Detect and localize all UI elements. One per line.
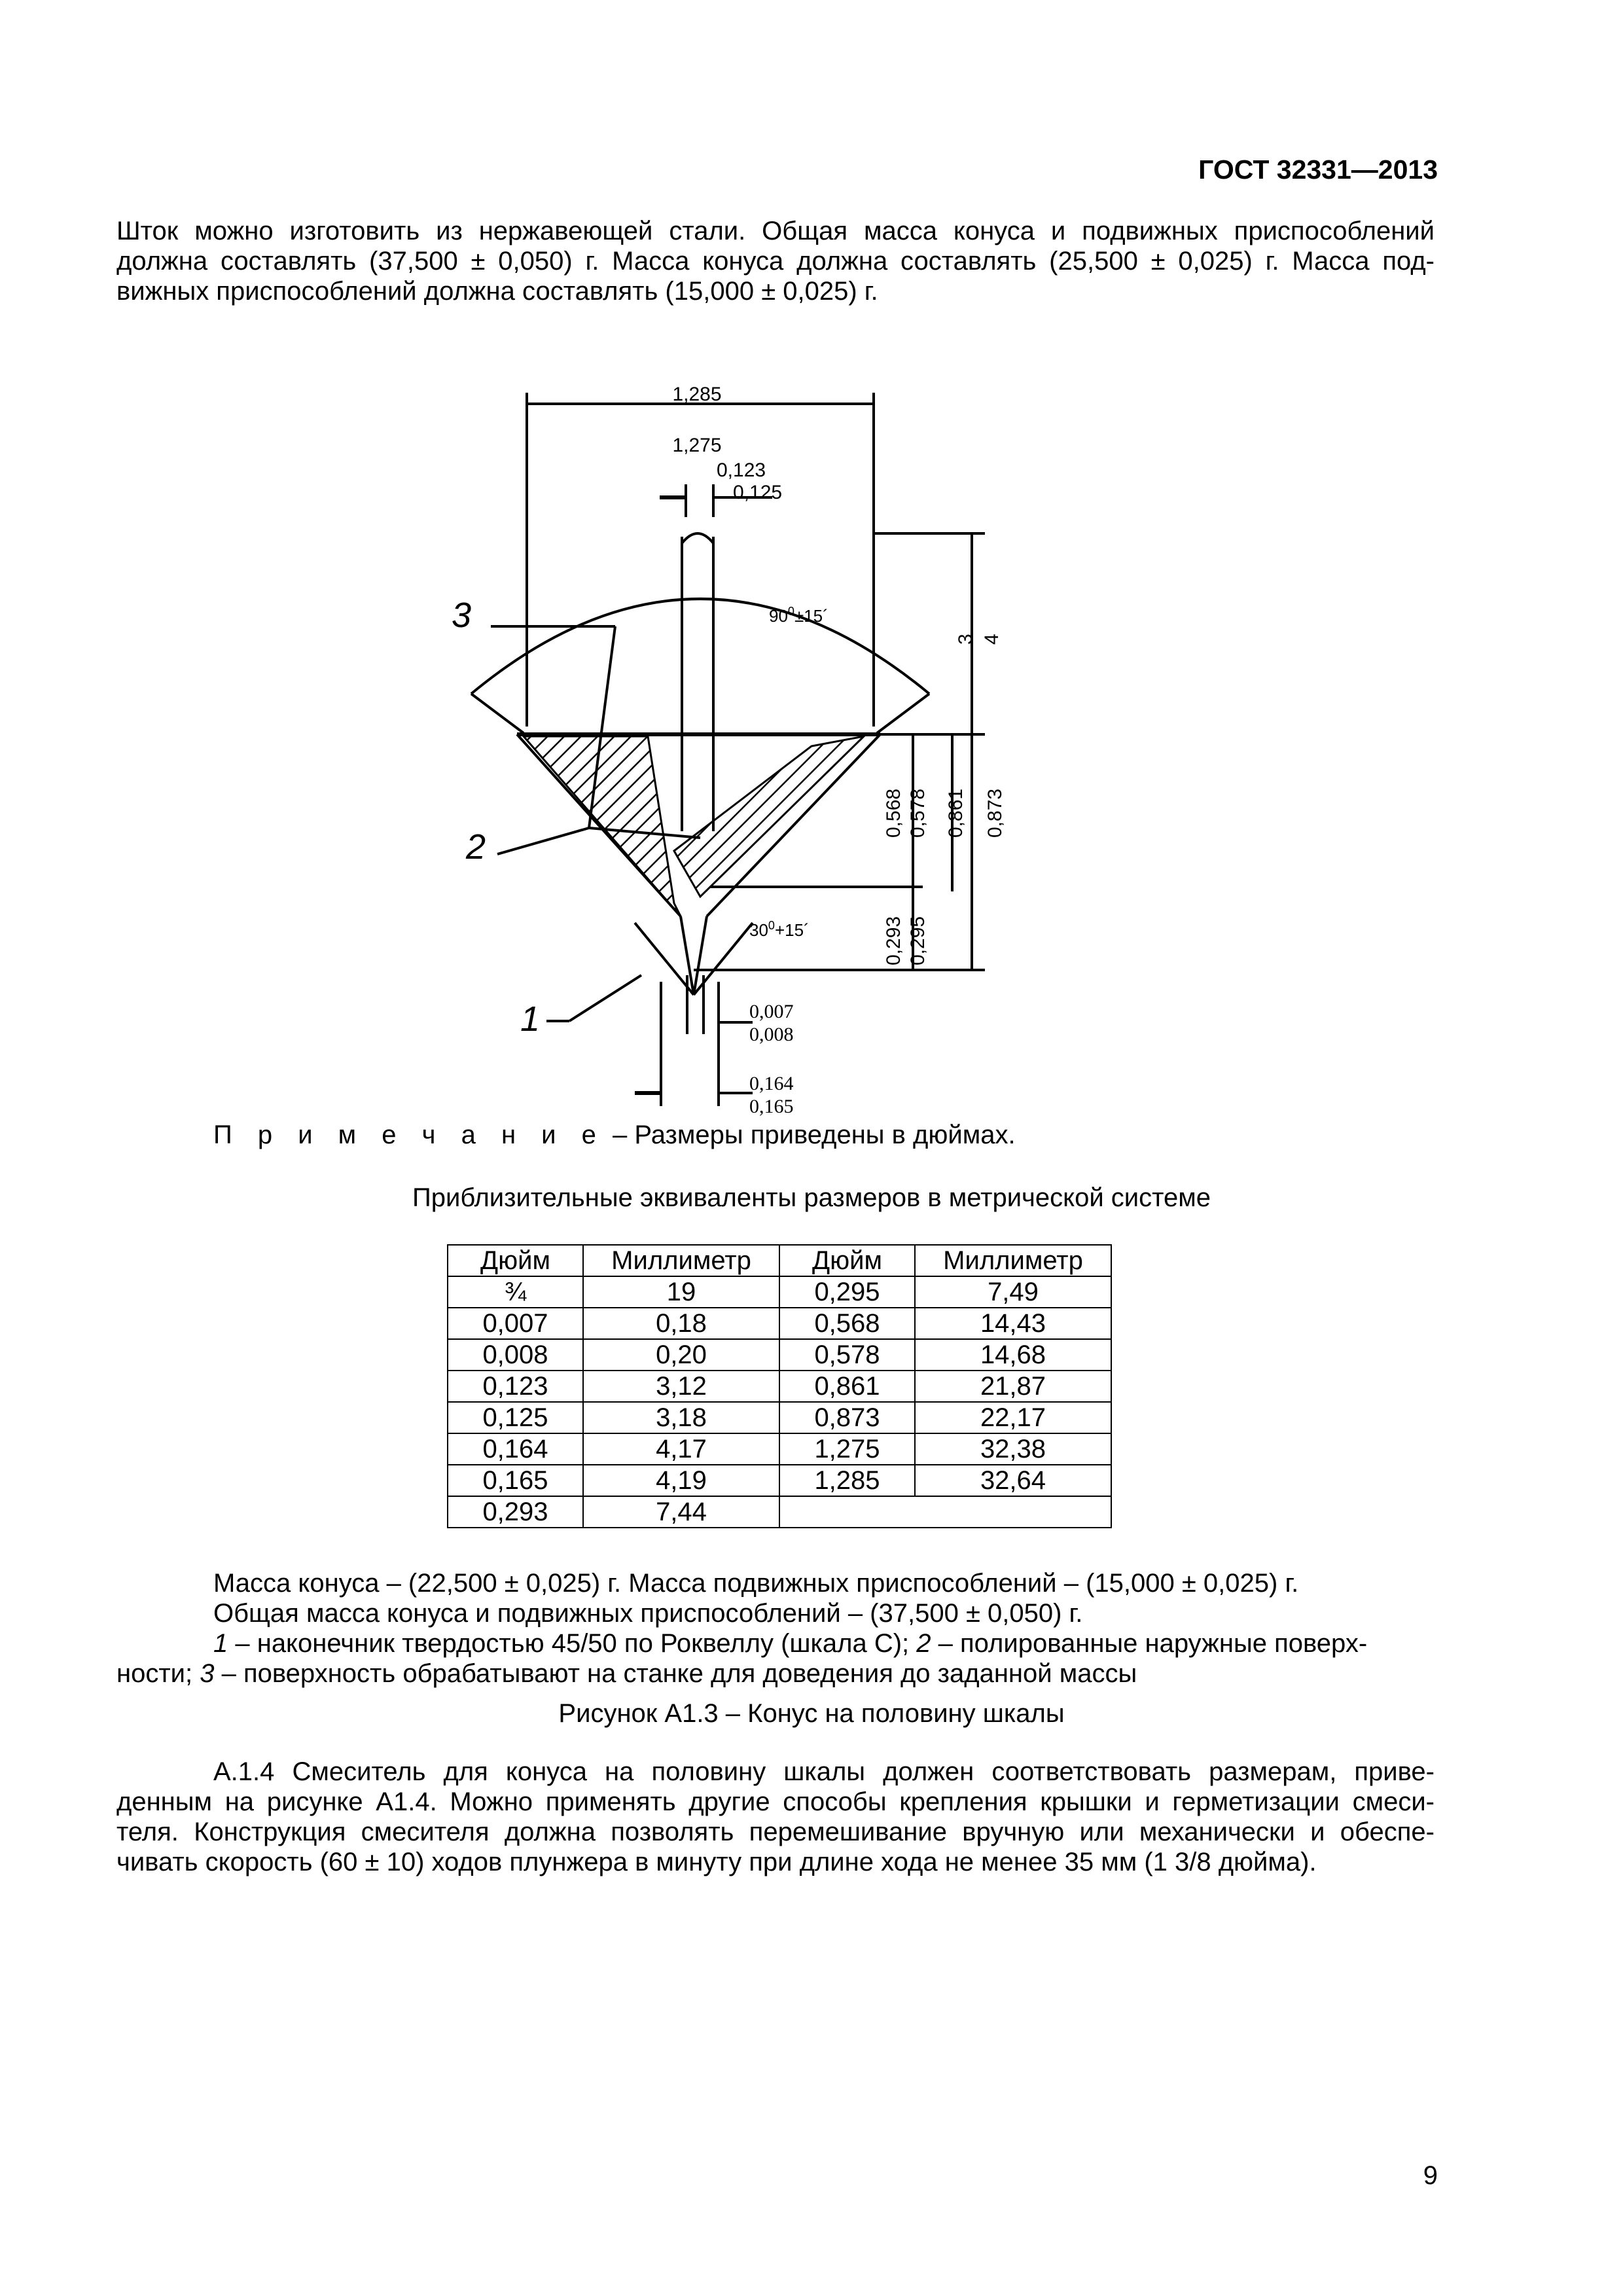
legend-num-3: 3 <box>200 1659 215 1688</box>
table-cell: 3,12 <box>583 1371 779 1402</box>
section-a14 <box>116 1757 1435 1877</box>
dim-stem-b: 0,125 <box>733 482 783 503</box>
table-cell: 19 <box>583 1276 779 1308</box>
legend-text-1: – наконечник твердостью 45/50 по Роквеллу (шкала С); <box>228 1629 917 1658</box>
table-cell: 14,68 <box>915 1339 1111 1371</box>
callout-3: 3 <box>452 596 472 635</box>
dim-0861: 0,861 <box>945 788 967 838</box>
intro-line-1: Шток можно изготовить из нержавеющей стали. Общая масса конуса и подвижных приспособлений <box>116 217 1435 245</box>
dim-right-4: 4 <box>981 634 1003 645</box>
table-cell: 32,64 <box>915 1465 1111 1496</box>
table-cell: 0,008 <box>448 1339 583 1371</box>
table-header: Дюйм <box>448 1245 583 1276</box>
table-row <box>448 1308 1111 1339</box>
table-caption: Приблизительные эквиваленты размеров в метрической системе <box>412 1183 1211 1212</box>
dim-base-a: 0,164 <box>749 1073 794 1094</box>
intro-line-2: должна составлять (37,500 ± 0,050) г. Масса конуса должна составлять (25,500 ± 0,025) г. Масса под- <box>116 247 1435 276</box>
drawing-note <box>213 1121 1016 1150</box>
table-cell: 0,007 <box>448 1308 583 1339</box>
table-cell: 0,164 <box>448 1433 583 1465</box>
table-cell: 4,17 <box>583 1433 779 1465</box>
mass-line-2: Общая масса конуса и подвижных приспособлений – (37,500 ± 0,050) г. <box>213 1599 1083 1628</box>
table-row <box>448 1433 1111 1465</box>
dim-0568: 0,568 <box>883 788 904 838</box>
legend-text-2-prefix: ности; <box>116 1659 200 1688</box>
dim-stem-a: 0,123 <box>717 459 766 481</box>
table-cell: 0,568 <box>779 1308 915 1339</box>
legend-text-2: – полированные наружные поверх- <box>931 1629 1368 1658</box>
document-header: ГОСТ 32331—2013 <box>1198 154 1438 185</box>
section-line-3: теля. Конструкция смесителя должна позволять перемешивание вручную или механически и обеспе- <box>116 1818 1435 1846</box>
dim-0873: 0,873 <box>984 788 1006 838</box>
page-number: 9 <box>1423 2161 1438 2190</box>
intro-line-3: вижных приспособлений должна составлять (15,000 ± 0,025) г. <box>116 277 878 306</box>
table-cell: 0,18 <box>583 1308 779 1339</box>
table-cell: 0,861 <box>779 1371 915 1402</box>
dim-0293: 0,293 <box>883 916 904 965</box>
table-cell: 21,87 <box>915 1371 1111 1402</box>
section-line-1: А.1.4 Смеситель для конуса на половину шкалы должен соответствовать размерам, приве- <box>213 1757 1435 1786</box>
table-header: Миллиметр <box>583 1245 779 1276</box>
table-cell-empty <box>779 1496 1111 1528</box>
figure-caption: Рисунок А1.3 – Конус на половину шкалы <box>558 1699 1065 1728</box>
table-cell: 14,43 <box>915 1308 1111 1339</box>
legend-line-1 <box>213 1628 1367 1659</box>
table-row <box>448 1276 1111 1308</box>
table-cell: 0,293 <box>448 1496 583 1528</box>
table-cell: 4,19 <box>583 1465 779 1496</box>
table-cell: 7,49 <box>915 1276 1111 1308</box>
table-header-row <box>448 1245 1111 1276</box>
table-cell: 0,578 <box>779 1339 915 1371</box>
angle-top-value: $90^0\pm 15´$ <box>769 605 829 626</box>
table-cell: 7,44 <box>583 1496 779 1528</box>
legend-text-3: – поверхность обрабатывают на станке для доведения до заданной массы <box>214 1659 1137 1688</box>
dim-0578: 0,578 <box>907 788 929 838</box>
angle-bottom-value: $30^0+15´$ <box>749 919 810 940</box>
note-text: – Размеры приведены в дюймах. <box>605 1121 1016 1149</box>
table-cell: 0,295 <box>779 1276 915 1308</box>
table-cell: 0,873 <box>779 1402 915 1433</box>
table-cell: 1,285 <box>779 1465 915 1496</box>
dim-top-outer: 1,285 <box>672 384 722 405</box>
table-cell: 0,123 <box>448 1371 583 1402</box>
table-cell: 1,275 <box>779 1433 915 1465</box>
table-header: Миллиметр <box>915 1245 1111 1276</box>
legend-num-2: 2 <box>916 1629 931 1658</box>
table-cell: 0,125 <box>448 1402 583 1433</box>
table-row <box>448 1465 1111 1496</box>
callout-2: 2 <box>466 827 486 867</box>
table-row <box>448 1402 1111 1433</box>
legend-num-1: 1 <box>213 1629 228 1658</box>
table-cell: ¾ <box>448 1276 583 1308</box>
section-line-4: чивать скорость (60 ± 10) ходов плунжера в минуту при длине хода не менее 35 мм (1 3/8 дюйма). <box>116 1848 1317 1876</box>
table-cell: 3,18 <box>583 1402 779 1433</box>
metric-equivalents-table <box>447 1244 1112 1528</box>
dim-right-3: 3 <box>955 634 976 645</box>
table-cell: 32,38 <box>915 1433 1111 1465</box>
note-prefix: П р и м е ч а н и е <box>213 1121 605 1149</box>
dim-tip-a: 0,007 <box>749 1001 794 1022</box>
table-row <box>448 1339 1111 1371</box>
table-row <box>448 1371 1111 1402</box>
table-header: Дюйм <box>779 1245 915 1276</box>
dim-top-inner: 1,275 <box>672 435 722 456</box>
mass-line-1: Масса конуса – (22,500 ± 0,025) г. Масса подвижных приспособлений – (15,000 ± 0,025) г. <box>213 1569 1299 1598</box>
table-cell: 22,17 <box>915 1402 1111 1433</box>
dim-base-b: 0,165 <box>749 1096 794 1117</box>
dim-0295: 0,295 <box>907 916 929 965</box>
section-line-2: денным на рисунке А1.4. Можно применять другие способы крепления крышки и герметизации смеси- <box>116 1787 1435 1816</box>
table-cell: 0,20 <box>583 1339 779 1371</box>
dim-tip-b: 0,008 <box>749 1024 794 1045</box>
table-row <box>448 1496 1111 1528</box>
legend-line-2 <box>116 1659 1137 1689</box>
callout-1: 1 <box>520 999 541 1039</box>
table-cell: 0,165 <box>448 1465 583 1496</box>
